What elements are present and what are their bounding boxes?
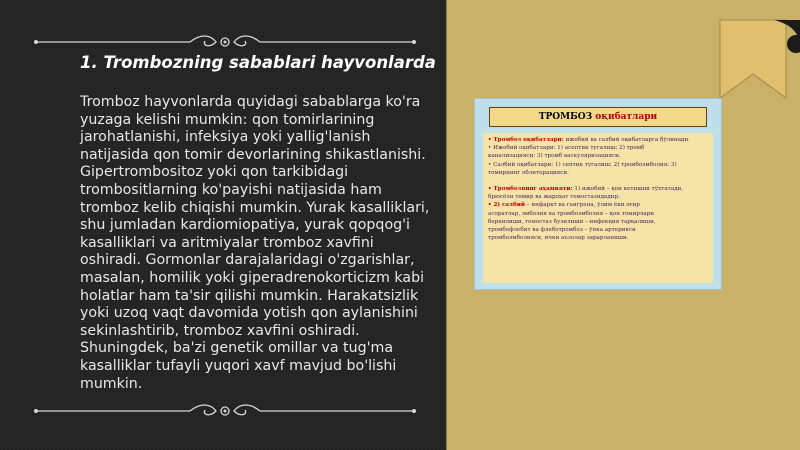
figure-line: • 2) салбий – инфаркт ва гангрена, ўлим ёки оғир bbox=[488, 202, 640, 209]
figure-title-sub: оқибатлари bbox=[595, 112, 658, 122]
ribbon-bookmark-icon bbox=[716, 18, 800, 102]
figure-line: томирнинг облитерацияси. bbox=[488, 169, 569, 176]
figure-line: • Ижобий оқибатлари: 1) асептик тугалиш; 2) тромб bbox=[488, 145, 645, 152]
slide-body-text: Tromboz hayvonlarda quyidagi sabablarga ko'ra yuzaga kelishi mumkin: qon tomirlarining jarohatlanishi, infeksiya yoki yallig'lanish natijasida qon tomir devorlarining shikastlanishi. Gipertrombositoz yoki qon tarkibidagi trombositlarning ko'payishi natijasida ham tromboz kelib chiqishi mumkin. Yurak kasalliklari, shu jumladan kardiomiopatiya, yurak qopqog'i kasalliklari va aritmiyalar tromboz xavfini oshiradi. Gormonlar darajalaridagi o'zgarishlar, masalan, homilik yoki giperadrenokorticizm kabi holatlar ham ta'sir qilishi mumkin. Harakatsizlik yoki uzoq vaqt davomida yotish qon aylanishini sekinlashtirib, tromboz xavfini oshiradi. Shuningdek, ba'zi genetik omillar va tug'ma kasalliklar tufayli yuqori xavf mavjud bo'lishi mumkin. bbox=[80, 94, 430, 392]
thrombosis-consequences-image bbox=[474, 98, 722, 290]
figure-line: беркилиши, гемостаз бузилиши – инфекция тарқалиши, bbox=[488, 218, 656, 225]
figure-line: • Салбий оқибатлари: 1) септик тугалиш; 2) тромбоэмболия; 3) bbox=[488, 161, 677, 168]
ornament-divider-bottom-icon bbox=[30, 401, 420, 421]
figure-line: асоратлар, эмболия ва тромбоэмболия – қон томирлари bbox=[488, 210, 655, 217]
figure-line: тромбофлебит ва флеботромбоз – ўпка артерияси bbox=[488, 227, 636, 234]
slide-heading: 1. Trombozning sabablari hayvonlarda bbox=[80, 53, 436, 72]
figure-line: • Тромбоз оқибатлари: ижобий ва салбий оқибатларга бўлинади. bbox=[488, 137, 690, 143]
figure-line: тромбоэмболияси, ички аъзолар зарарланиши. bbox=[488, 235, 629, 242]
figure-body bbox=[483, 133, 713, 283]
figure-title-main: ТРОМБОЗ bbox=[538, 112, 593, 122]
figure-line: брюсёли томир ва жароҳат гемостазидадир. bbox=[488, 194, 620, 201]
ornament-divider-top-icon bbox=[30, 32, 420, 52]
figure-line: • Тромбознинг аҳамияти: 1) ижобий – қон кетишни тўхтатади, bbox=[488, 186, 684, 193]
figure-title bbox=[489, 107, 707, 127]
figure-line: канализацияси; 3) тромб васкуляризацияси. bbox=[488, 153, 621, 160]
